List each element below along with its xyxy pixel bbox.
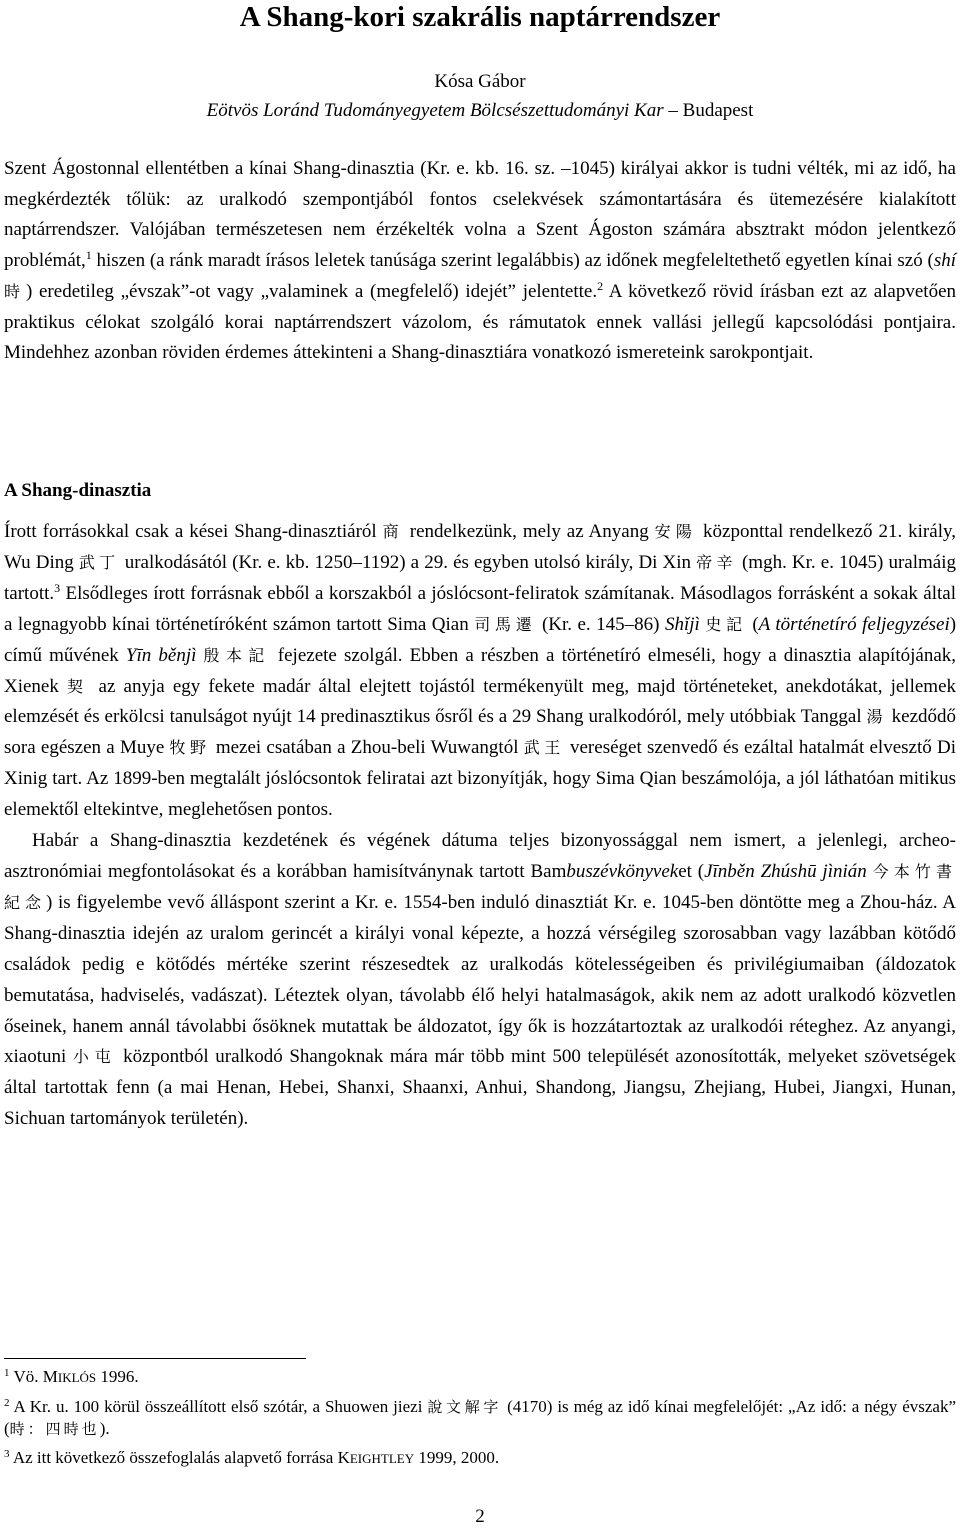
s1-text-k: kezdődő sora egészen a Muye — [4, 706, 957, 759]
term-jinben: Jīnběn Zhúshū jìnián — [704, 860, 867, 882]
page-number: 2 — [475, 1506, 485, 1527]
s1-text-b: rendelkezünk, mely az Anyang — [409, 521, 649, 542]
section-heading: A Shang-dinasztia — [4, 480, 152, 501]
footnote-separator — [4, 1358, 306, 1359]
chinese-shang: 商 — [382, 522, 404, 541]
footnote-ref-1[interactable]: 1 — [85, 248, 92, 263]
s2-text-a: Habár a Shang-dinasztia kezdetének és végének dátuma teljes bizonyossággal nem ismert, a jelenlegi, archeo-asztronómiai megfontolásokat és a korábban hamisítványnak tartott Bam — [4, 830, 956, 882]
s2-text-f: központból uralkodó Shangoknak mára már több mint 500 települését azonosították, melyeket szövetségek által tartottak fenn (a mai Henan, Hebei, Shanxi, Shaanxi, Anhui, Shandong, Jiangsu, Zhejiang, Hubei, Jiangxi, Hunan, Sichuan tartományok területén). — [4, 1046, 956, 1130]
footnote-1-year: 1996. — [96, 1367, 139, 1386]
footnote-2 — [4, 1396, 956, 1441]
s2-text-c: et ( — [678, 860, 705, 882]
chinese-xie: 契 — [67, 676, 91, 696]
author-name: Kósa Gábor — [434, 71, 526, 92]
s1-text-l: mezei csatában a Zhou-beli Wuwangtól — [215, 737, 519, 759]
chinese-jinben: 今本竹書紀念 — [4, 861, 957, 912]
chinese-shiji: 史記 — [705, 614, 747, 634]
s1-paren-open: ( — [752, 613, 759, 635]
footnote-1-smallcaps: IKLÓS — [57, 1370, 97, 1385]
s1-text-d: uralkodásától (Kr. e. kb. 1250–1192) a 29. és egyben utolsó király, Di Xin — [124, 551, 692, 573]
s1-text-g: (Kr. e. 145–86) — [541, 613, 660, 635]
term-shiji-translation: A történetíró feljegyzései — [758, 613, 950, 635]
author-affiliation — [0, 99, 960, 123]
paper-title: A Shang-kori szakrális naptárrendszer — [239, 1, 721, 33]
intro-text-4: A következő rövid írásban ezt az alapvetően praktikus célokat szolgáló korai naptárrendszert vázolom, és rámutatok ennek vallási jellegű kapcsolódási pontjaira. Mindehhez azonban röviden érdemes áttekinteni a Shang-dinasztiára vonatkozó ismereteink sarokpontjait. — [4, 280, 956, 364]
intro-paragraph — [4, 154, 956, 369]
footnote-3-years: 1999, 2000. — [414, 1447, 500, 1467]
footnote-1 — [4, 1366, 956, 1390]
footnote-ref-3[interactable]: 3 — [54, 580, 61, 595]
affiliation-separator: – — [663, 100, 683, 121]
s2-italic-annals: buszévkönyvek — [566, 860, 679, 882]
footnote-2-text-b: (4170) is még az idő kínai megfelelőjét: „Az idő: a négy évszak” ( — [4, 1396, 956, 1438]
chinese-yinbenji: 殷本記 — [203, 645, 271, 665]
term-shi: shí — [933, 250, 956, 272]
footnote-2-text-c: ). — [99, 1419, 110, 1438]
s1-text-f: Elsődleges írott forrásnak ebből a korszakból a jóslócsont-feliratok számítanak. Másodlagos forrásként a sokak által a legnagyobb kínai történetíróként számon tartott Sima Qian — [4, 582, 956, 635]
chinese-dixin: 帝辛 — [696, 552, 737, 572]
s1-text-h: ) című művének — [4, 613, 957, 666]
chinese-wuwang: 武王 — [523, 738, 565, 758]
footnote-3-smallcaps: EIGHTLEY — [349, 1450, 415, 1466]
chinese-quote: 時：四時也 — [9, 1420, 100, 1438]
affiliation-institution: Eötvös Loránd Tudományegyetem Bölcsészettudományi Kar — [206, 100, 664, 121]
intro-text-1: Szent Ágostonnal ellentétben a kínai Shang-dinasztia (Kr. e. kb. 16. sz. –1045) királyai akkor is tudni vélték, mi az idő, ha megkérdezték tőlük: az uralkodó szempontjából fontos cselekvések számontartására és ütemezésére kialakított naptárrendszer. Valójában természetesen nem érzékelték volna a Szent Ágoston számára absztrakt módon jelentkező problémát, — [4, 158, 956, 272]
section-body — [4, 517, 956, 1135]
footnote-3-text: Az itt következő összefoglalás alapvető forrása K — [12, 1447, 350, 1467]
chinese-char-shi: 時 — [4, 281, 26, 301]
chinese-xiaotun: 小屯 — [72, 1047, 117, 1067]
s1-text-a: Írott forrásokkal csak a kései Shang-dinasztiáról — [4, 521, 377, 542]
footnote-3 — [4, 1447, 956, 1471]
footnote-1-mark: 1 — [4, 1367, 10, 1379]
chinese-anyang: 安陽 — [654, 522, 698, 541]
s1-text-m: vereséget szenvedő és ezáltal hatalmát elvesztő Di Xinig tart. Az 1899-ben megtalált jóslócsontok feliratai azt bizonyítják, hogy Sima Qian beszámolója, a jól láthatóan mitikus elemektől eltekintve, meglehetősen pontos. — [4, 737, 956, 821]
s1-text-i: fejezete szolgál. Ebben a részben a történetíró elmeséli, hogy a dinasztia alapítójának, Xienek — [4, 644, 957, 697]
footnote-1-text: Vö. M — [13, 1367, 58, 1386]
term-yinbenji: Yīn běnjì — [125, 644, 197, 666]
section-paragraph-2 — [4, 826, 956, 1135]
footnote-3-mark: 3 — [4, 1447, 10, 1460]
footnote-ref-2[interactable]: 2 — [597, 278, 604, 293]
footnote-2-text-a: A Kr. u. 100 körül összeállított első szótár, a Shuowen jiezi — [13, 1396, 423, 1416]
intro-text-3: ) eredetileg „évszak”-ot vagy „valaminek a (megfelelő) idejét” jelentette. — [25, 280, 598, 302]
footnote-2-mark: 2 — [4, 1396, 10, 1409]
s1-text-e: (mgh. Kr. e. 1045) uralmáig tartott. — [4, 551, 957, 604]
chinese-muye: 牧野 — [169, 738, 211, 758]
s2-text-e: ) is figyelembe vevő álláspont szerint a Kr. e. 1554-ben induló dinasztiát Kr. e. 1045-ben döntötte meg a Zhou-ház. A Shang-dinasztia idején az uralom gerincét a királyi vonal képezte, a hozzá vérségileg szorosabban vagy lazábban kötődő családok pedig e kötődés mértéke szerint részesedtek az uralkodás kötelességeiben és privilégiumaiban (áldozatok bemutatása, hadviselés, vadászat). Léteztek olyan, távolabb élő helyi hatalmaságok, akik nem az adott uralkodó közvetlen őseinek, hanem annál távolabbi ősöknek mutattak be áldozatot, így ők is hozzátartoztak az uralkodói réteghez. Az anyangi, xiaotuni — [4, 891, 956, 1068]
s1-text-c: központtal rendelkező 21. király, Wu Ding — [4, 521, 956, 573]
s1-text-j: az anyja egy fekete madár által elejtett tojástól termékenyült meg, majd történeteket, anekdotákat, jellemek elemzését és erkölcsi tanulságot nyújt 14 predinasztikus ősről és a 29 Shang uralkodóról, mely utóbbiak Tanggal — [4, 675, 957, 728]
section-paragraph-1 — [4, 517, 956, 826]
intro-text-2: hiszen (a ránk maradt írásos leletek tanúsága szerint legalábbis) az időnek megfeleltethető egyetlen kínai szó ( — [91, 250, 934, 272]
affiliation-city: Budapest — [682, 100, 754, 121]
chinese-simaqian: 司馬遷 — [474, 614, 537, 634]
chinese-tang: 湯 — [866, 707, 887, 727]
footnotes — [4, 1366, 956, 1476]
chinese-wuding: 武丁 — [78, 552, 120, 572]
chinese-shuowen: 說文解字 — [427, 1397, 503, 1416]
term-shiji: Shǐjì — [665, 613, 700, 635]
